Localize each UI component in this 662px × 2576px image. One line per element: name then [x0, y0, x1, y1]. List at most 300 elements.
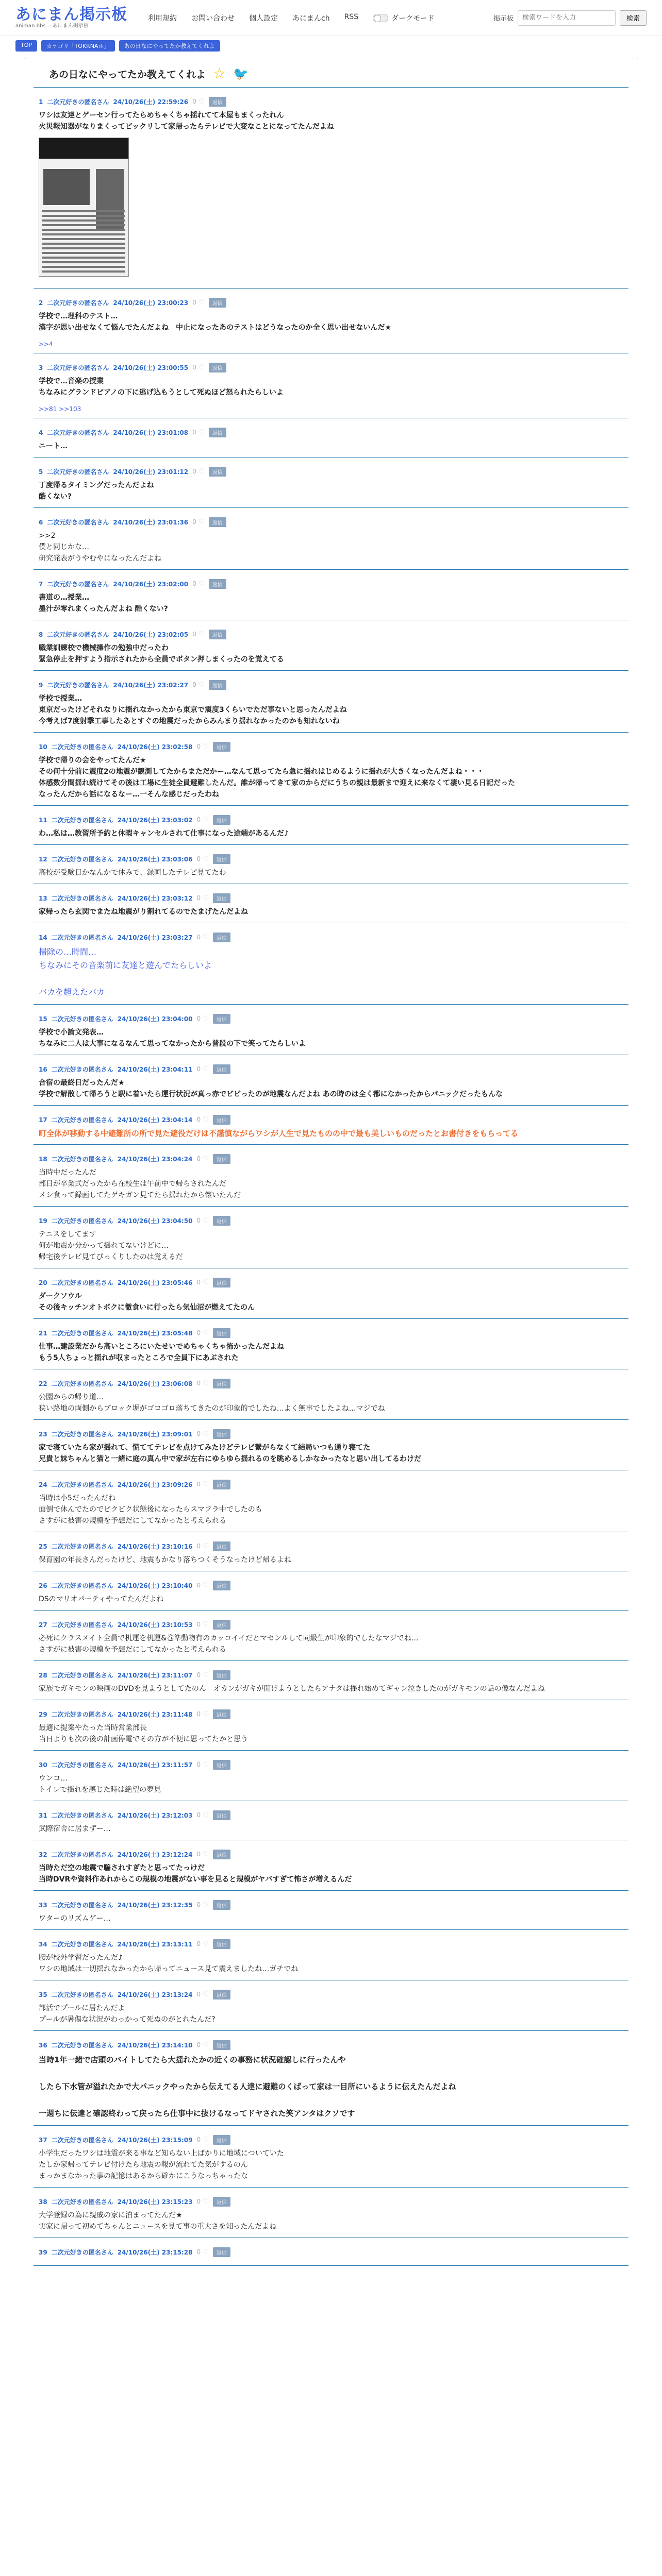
- reply-button[interactable]: 返信: [213, 1900, 230, 1910]
- like-count: 0: [196, 1901, 201, 1908]
- post-author: 二次元好きの匿名さん: [47, 519, 109, 526]
- like-button[interactable]: [196, 1543, 208, 1550]
- post-number[interactable]: 7: [39, 580, 43, 588]
- heart-icon: ♡: [196, 364, 205, 371]
- twitter-icon[interactable]: 🐦: [233, 66, 249, 81]
- reply-button[interactable]: 返信: [213, 1990, 230, 1999]
- post-body: 最適に提案やたった当時営業部長 当日よりも次の後の計画停電でその方が不便に思ってたかと思う: [39, 1724, 248, 1743]
- like-button[interactable]: [196, 1155, 208, 1163]
- post: [34, 733, 628, 806]
- post-number[interactable]: 20: [39, 1279, 47, 1286]
- post-date: 24/10/26(土) 23:00:23: [113, 299, 189, 307]
- like-count: 0: [196, 1380, 201, 1387]
- like-button[interactable]: [196, 743, 208, 751]
- post-author: 二次元好きの匿名さん: [51, 1812, 113, 1819]
- reply-button[interactable]: 返信: [209, 298, 226, 308]
- post: [34, 2188, 628, 2238]
- newspaper-text-line: [42, 210, 125, 212]
- like-button[interactable]: [192, 518, 204, 526]
- post-body: 家族でガキモンの映画のDVDを見ようとしてたのん オカンがガキが開けようとしたらアナタは揺れ始めてギャン泣きしたのがガキモンの話の像なんだよね: [39, 1685, 545, 1693]
- newspaper-text-line: [42, 224, 125, 226]
- post: [34, 1268, 628, 1319]
- post-number[interactable]: 16: [39, 1065, 47, 1073]
- site-header: [0, 0, 662, 36]
- reply-button[interactable]: 返信: [213, 1670, 230, 1680]
- post-number[interactable]: 36: [39, 2041, 47, 2049]
- heart-icon: ♡: [201, 1940, 209, 1948]
- post: [34, 1700, 628, 1751]
- reply-anchor-link[interactable]: >>4: [39, 341, 53, 348]
- like-button[interactable]: [196, 1761, 208, 1769]
- like-count: 0: [196, 2248, 201, 2256]
- post-meta: [39, 1990, 628, 1999]
- post-number[interactable]: 35: [39, 1991, 47, 1998]
- like-button[interactable]: [196, 894, 208, 902]
- reply-button[interactable]: 返信: [213, 1541, 230, 1551]
- like-button[interactable]: [196, 1065, 208, 1073]
- like-button[interactable]: [196, 934, 208, 941]
- post-date: 24/10/26(土) 23:04:11: [117, 1066, 193, 1073]
- post-number[interactable]: 30: [39, 1761, 47, 1769]
- reply-button[interactable]: 返信: [213, 1939, 230, 1949]
- like-button[interactable]: [196, 1901, 208, 1909]
- post-author: 二次元好きの匿名さん: [51, 1621, 113, 1629]
- reply-button[interactable]: 返信: [213, 2040, 230, 2050]
- heart-icon: ♡: [201, 1543, 209, 1550]
- post-body: ニート…: [39, 442, 68, 450]
- post-number[interactable]: 15: [39, 1015, 47, 1023]
- post-number[interactable]: 23: [39, 1430, 47, 1438]
- post: [34, 1571, 628, 1611]
- thread-title: あの日なにやってたか教えてくれよ: [49, 69, 206, 80]
- post-author: 二次元好きの匿名さん: [51, 1902, 113, 1909]
- like-button[interactable]: [196, 2136, 208, 2144]
- post-body: 家帰ったら玄関でまたね地震がり割れてるのでたまげたんだよね: [39, 908, 248, 916]
- reply-button[interactable]: 返信: [213, 1850, 230, 1859]
- like-button[interactable]: [196, 2198, 208, 2206]
- post-date: 24/10/26(土) 23:01:36: [113, 519, 189, 526]
- like-button[interactable]: [196, 2041, 208, 2049]
- post-author: 二次元好きの匿名さん: [51, 1116, 113, 1124]
- like-count: 0: [192, 518, 196, 526]
- newspaper-text-line: [42, 257, 125, 259]
- post-author: 二次元好きの匿名さん: [51, 1066, 113, 1073]
- post-meta: [39, 1900, 628, 1910]
- reply-button[interactable]: 返信: [209, 428, 226, 437]
- like-button[interactable]: [196, 855, 208, 863]
- like-count: 0: [196, 1481, 201, 1488]
- like-button[interactable]: [196, 1940, 208, 1948]
- reply-button[interactable]: 返信: [213, 2135, 230, 2145]
- post-author: 二次元好きの匿名さん: [51, 1761, 113, 1769]
- reply-button[interactable]: 返信: [213, 1480, 230, 1489]
- like-count: 0: [196, 1851, 201, 1858]
- like-button[interactable]: [196, 1811, 208, 1819]
- logo-title: あにまん掲示板: [15, 5, 127, 24]
- post-number[interactable]: 38: [39, 2198, 47, 2206]
- post-number[interactable]: 1: [39, 98, 43, 106]
- like-count: 0: [196, 1543, 201, 1550]
- post-body: 当時1年一緒で店頭のバイトしてたら大揺れたかの近くの事務に状況確認しに行ったんや したら下水管が溢れたかで大パニックやったから伝えてる人達に避難のくばって家は一目所にいるように伝えたんだよね 一週ちに伝達と確認終わって戻ったら仕事中に抜けるなってドヤされた笑アンタはクソです: [39, 2055, 456, 2118]
- post-number[interactable]: 26: [39, 1582, 47, 1589]
- post-author: 二次元好きの匿名さん: [47, 581, 109, 588]
- post-meta: [39, 854, 628, 864]
- heart-icon: ♡: [201, 1430, 209, 1438]
- reply-button[interactable]: 返信: [213, 1328, 230, 1338]
- reply-button[interactable]: 返信: [213, 2197, 230, 2207]
- post-body: 部活でプールに居たんだよ プールが暑傷な状況がわっかって死ぬのがとれたんだ?: [39, 2004, 216, 2024]
- newspaper-text-line: [42, 243, 125, 245]
- newspaper-text-line: [42, 233, 125, 235]
- post-body: ワターのリズムゲー…: [39, 1914, 111, 1923]
- post-author: 二次元好きの匿名さん: [51, 1672, 113, 1679]
- post-number[interactable]: 39: [39, 2248, 47, 2256]
- post: [34, 1207, 628, 1268]
- post-body: >>2 僕と同じかな… 研究発表がうやむやになったんだよね: [39, 532, 161, 563]
- post-body: 学校で小論文発表… ちなみに二人は大事になるなんて思ってなかったから普段の下で笑ってたらしいよ: [39, 1028, 306, 1048]
- like-button[interactable]: [192, 98, 204, 106]
- post-author: 二次元好きの匿名さん: [51, 2198, 113, 2206]
- post-meta: [39, 815, 628, 825]
- post-number[interactable]: 19: [39, 1217, 47, 1225]
- post-number[interactable]: 10: [39, 743, 47, 751]
- post-body: ワシは友達とゲーセン行ってたらめちゃくちゃ揺れてて本屋もまくったれん 火災報知器がなりまくってビックリして家帰ったらテレビで大変なことになってたんだよね: [39, 111, 334, 131]
- breadcrumb-category[interactable]: カテゴリ「TOKRNAホ」: [41, 40, 115, 52]
- reply-button[interactable]: 返信: [209, 517, 226, 527]
- post-author: 二次元好きの匿名さん: [51, 1851, 113, 1858]
- reply-button[interactable]: 返信: [213, 893, 230, 903]
- like-count: 0: [196, 894, 201, 902]
- reply-button[interactable]: 返信: [213, 1154, 230, 1164]
- post-number[interactable]: 31: [39, 1811, 47, 1819]
- reply-button[interactable]: 返信: [213, 1620, 230, 1630]
- post-body: DSのマリオパーティやってたんだよね: [39, 1595, 164, 1603]
- post-body: 家で寝ていたら家が揺れて、慌ててテレビを点けてみたけどテレビ繋がらなくて結局いつも通り寝てた 兄貴と妹ちゃんと猫と一緒に庭の真ん中で家が左右にゆらゆら揺れるのを眺めるしかなかったなと思い出してるわけだ: [39, 1444, 421, 1463]
- like-count: 0: [196, 816, 201, 823]
- like-button[interactable]: [196, 1851, 208, 1858]
- reply-anchor-link[interactable]: >>81 >>103: [39, 405, 81, 413]
- like-button[interactable]: [196, 1380, 208, 1387]
- post-number[interactable]: 29: [39, 1710, 47, 1718]
- post-number[interactable]: 21: [39, 1329, 47, 1337]
- thread-container: [24, 58, 638, 2576]
- post-meta: [39, 1328, 628, 1338]
- post-number[interactable]: 6: [39, 518, 43, 526]
- post-date: 24/10/26(土) 23:04:24: [117, 1156, 193, 1163]
- heart-icon: ♡: [201, 1901, 209, 1909]
- reply-button[interactable]: 返信: [213, 1115, 230, 1125]
- post: [34, 289, 628, 353]
- post-date: 24/10/26(土) 23:05:48: [117, 1330, 193, 1337]
- heart-icon: ♡: [201, 1582, 209, 1589]
- heart-icon: ♡: [201, 1015, 209, 1023]
- post-body: 小学生だったワシは地震が来る事など知らない上ばかりに地域についていた たしか家帰ってテレビ付けたら地震の報が流れてた気がするのん まっかまなかった事の記憶はあるから確かにこうなっちゃったな: [39, 2149, 284, 2180]
- post-author: 二次元好きの匿名さん: [51, 2042, 113, 2049]
- like-button[interactable]: [196, 816, 208, 824]
- like-button[interactable]: [196, 1116, 208, 1124]
- reply-button[interactable]: 返信: [213, 1216, 230, 1226]
- post-date: 24/10/26(土) 23:11:57: [117, 1761, 193, 1769]
- post: [34, 1106, 628, 1145]
- post-author: 二次元好きの匿名さん: [51, 2137, 113, 2144]
- nav-terms[interactable]: 利用規約: [148, 14, 177, 23]
- like-count: 0: [196, 2041, 201, 2048]
- post-meta: [39, 1480, 628, 1489]
- reply-button[interactable]: 返信: [209, 363, 226, 372]
- reply-button[interactable]: 返信: [213, 933, 230, 942]
- post: [34, 806, 628, 845]
- heart-icon: ♡: [196, 98, 205, 106]
- post-meta: [39, 1154, 628, 1164]
- post-date: 24/10/26(土) 23:13:11: [117, 1941, 193, 1948]
- toggle-switch-icon[interactable]: [373, 14, 388, 22]
- post: [34, 845, 628, 884]
- newspaper-text-line: [42, 270, 125, 273]
- reply-button[interactable]: 返信: [213, 1064, 230, 1074]
- post-author: 二次元好きの匿名さん: [47, 299, 109, 307]
- post-author: 二次元好きの匿名さん: [51, 817, 113, 824]
- like-count: 0: [196, 934, 201, 941]
- post-date: 24/10/26(土) 23:12:35: [117, 1902, 193, 1909]
- like-button[interactable]: [196, 1710, 208, 1718]
- like-count: 0: [196, 1015, 201, 1022]
- post-body: 学校で帰りの会をやってたんだ★ その何十分前に震度2の地震が観測してたからまただかー…なんて思ってたら急に揺れはじめるように揺れが大きくなったんだよね・・・ 体感数分間揺れ続けてその後は工場に生徒全員避難したんだ。誰が帰ってきて家のからだにうちの親は最新まで迎えに来なくて凄い見る日記だった なったんだから話になるなー…一そんな感じだったわね: [39, 756, 515, 799]
- site-logo[interactable]: [15, 7, 127, 29]
- reply-button[interactable]: 返信: [209, 579, 226, 589]
- like-button[interactable]: [192, 681, 204, 689]
- like-button[interactable]: [196, 1621, 208, 1629]
- nav-animanch[interactable]: あにまんch: [292, 14, 330, 23]
- post-meta: [39, 363, 628, 372]
- post-number[interactable]: 28: [39, 1671, 47, 1679]
- reply-button[interactable]: 返信: [213, 1810, 230, 1820]
- reply-button[interactable]: 返信: [213, 1581, 230, 1590]
- post-body: わ…私は…教習所予約と休暇キャンセルされて仕事になった途端があるんだ♪: [39, 829, 289, 838]
- post-number[interactable]: 22: [39, 1380, 47, 1387]
- post-meta: [39, 630, 628, 639]
- reply-button[interactable]: 返信: [209, 97, 226, 107]
- post-number[interactable]: 5: [39, 468, 43, 476]
- reply-button[interactable]: 返信: [209, 630, 226, 639]
- search-scope-label: 掲示板: [493, 15, 514, 23]
- reply-button[interactable]: 返信: [209, 467, 226, 477]
- post-author: 二次元好きの匿名さん: [51, 895, 113, 902]
- reply-button[interactable]: 返信: [213, 1379, 230, 1388]
- post-date: 24/10/26(土) 23:04:50: [117, 1217, 193, 1225]
- reply-button[interactable]: 返信: [213, 1278, 230, 1287]
- like-button[interactable]: [196, 1279, 208, 1286]
- post-number[interactable]: 2: [39, 299, 43, 307]
- like-count: 0: [196, 1940, 201, 1947]
- post: [34, 1751, 628, 1801]
- heart-icon: ♡: [201, 1279, 209, 1286]
- newspaper-text-line: [42, 219, 125, 222]
- post-author: 二次元好きの匿名さん: [51, 743, 113, 751]
- post: [34, 1005, 628, 1055]
- post: [34, 1840, 628, 1891]
- post: [34, 1470, 628, 1532]
- reply-button[interactable]: 返信: [213, 1429, 230, 1439]
- post-body: 仕事…建設業だから高いところにいたせいでめちゃくちゃ怖かったんだよね もう5人ちょっと揺れが収まったところで全員下にあぶされた: [39, 1343, 284, 1362]
- post: [34, 1930, 628, 1980]
- breadcrumb-top[interactable]: TOP: [15, 40, 37, 52]
- newspaper-text-line: [42, 238, 125, 240]
- post-number[interactable]: 14: [39, 934, 47, 941]
- reply-button[interactable]: 返信: [213, 2247, 230, 2257]
- nav-settings[interactable]: 個人設定: [249, 14, 278, 23]
- like-button[interactable]: [192, 580, 204, 588]
- like-button[interactable]: [192, 631, 204, 638]
- reply-button[interactable]: 返信: [213, 1709, 230, 1719]
- post: [34, 1369, 628, 1420]
- post-body: 学校で授業… 東京だったけどそれなりに揺れなかったから東京で震度3くらいでただ事ないと思ったんだよね 今考えば7度射撃工事したあとすぐの地震だったからみんまり揺れなかったのかも知れないね: [39, 694, 347, 725]
- post-number[interactable]: 17: [39, 1116, 47, 1124]
- post-body: 町全体が移動する中避難所の所で見た避役だけは不謹慎ながらワシが人生で見たものの中で最も美しいものだったとお書付きをもらってる: [39, 1129, 519, 1138]
- post-date: 24/10/26(土) 23:04:14: [117, 1116, 193, 1124]
- post-number[interactable]: 24: [39, 1481, 47, 1488]
- reply-button[interactable]: 返信: [213, 1014, 230, 1024]
- reply-button[interactable]: 返信: [213, 854, 230, 864]
- post-date: 24/10/26(土) 23:11:48: [117, 1711, 193, 1718]
- heart-icon: ♡: [196, 299, 205, 307]
- nav-contact[interactable]: お問い合わせ: [191, 14, 235, 23]
- like-button[interactable]: [192, 429, 204, 436]
- post-date: 24/10/26(土) 23:15:09: [117, 2137, 193, 2144]
- post-number[interactable]: 33: [39, 1901, 47, 1909]
- post-date: 24/10/26(土) 23:05:46: [117, 1279, 193, 1286]
- post-body: 丁度帰るタイミングだったんだよね 酷くない?: [39, 481, 154, 501]
- post-meta: [39, 1709, 628, 1719]
- newspaper-text-line: [42, 215, 125, 217]
- like-button[interactable]: [192, 299, 204, 307]
- like-count: 0: [196, 1116, 201, 1123]
- reply-button[interactable]: 返信: [209, 680, 226, 690]
- post-number[interactable]: 18: [39, 1155, 47, 1163]
- search-input[interactable]: [518, 10, 616, 26]
- post-meta: [39, 97, 628, 107]
- heart-icon: ♡: [196, 631, 205, 638]
- heart-icon: ♡: [201, 1065, 209, 1073]
- post-body: 当時中だったんだ 部日が卒業式だったから在校生は午前中で帰らされたんだ メシ食って録画してたゲキガン見てたら揺れたから懐いたんだ: [39, 1168, 241, 1199]
- post-meta: [39, 1760, 628, 1770]
- post-number[interactable]: 8: [39, 631, 43, 638]
- like-button[interactable]: [196, 1582, 208, 1589]
- heart-icon: ♡: [201, 1671, 209, 1679]
- post: [34, 1532, 628, 1571]
- post: [34, 508, 628, 570]
- post-number[interactable]: 34: [39, 1940, 47, 1948]
- post-date: 24/10/26(土) 23:09:26: [117, 1481, 193, 1488]
- breadcrumb-thread[interactable]: あの日なにやってたか教えてくれよ: [119, 40, 220, 52]
- post: [34, 457, 628, 508]
- like-button[interactable]: [196, 1481, 208, 1488]
- like-count: 0: [196, 1065, 201, 1073]
- post: [34, 923, 628, 1005]
- post-number[interactable]: 32: [39, 1851, 47, 1858]
- post-body: 武際宿舎に居まずー…: [39, 1825, 111, 1833]
- like-button[interactable]: [196, 1671, 208, 1679]
- post: [34, 620, 628, 671]
- like-count: 0: [196, 1430, 201, 1437]
- post-number[interactable]: 37: [39, 2136, 47, 2144]
- post-number[interactable]: 12: [39, 855, 47, 863]
- post-number[interactable]: 9: [39, 681, 43, 689]
- post-date: 24/10/26(土) 23:11:07: [117, 1672, 193, 1679]
- heart-icon: ♡: [201, 1481, 209, 1488]
- post-date: 24/10/26(土) 23:14:10: [117, 2042, 193, 2049]
- post-meta: [39, 1064, 628, 1074]
- reply-button[interactable]: 返信: [213, 815, 230, 825]
- like-button[interactable]: [192, 468, 204, 476]
- like-count: 0: [196, 743, 201, 750]
- like-button[interactable]: [196, 2248, 208, 2256]
- post-body: 職業訓練校で機械操作の勉強中だったわ 緊急停止を押すよう指示されたから全員でボタン押しまくったのを覚えてる: [39, 644, 284, 664]
- newspaper-photo: [43, 169, 90, 205]
- post-meta: [39, 1670, 628, 1680]
- post-number[interactable]: 13: [39, 894, 47, 902]
- post-meta: [39, 1014, 628, 1024]
- post-meta: [39, 579, 628, 589]
- nav-rss[interactable]: RSS: [344, 12, 359, 21]
- post: [34, 1420, 628, 1470]
- post-date: 24/10/26(土) 23:06:08: [117, 1380, 193, 1387]
- like-button[interactable]: [196, 1015, 208, 1023]
- post: [34, 671, 628, 733]
- post-date: 24/10/26(土) 23:00:55: [113, 364, 189, 371]
- heart-icon: ♡: [201, 855, 209, 863]
- like-count: 0: [196, 1811, 201, 1819]
- post-meta: [39, 2040, 628, 2050]
- post-date: 24/10/26(土) 23:03:06: [117, 856, 193, 863]
- post-body: 大学登録の為に親戚の家に泊まってたんだ★ 実家に帰って初めてちゃんとニュースを見て事の重大さを知ったんだよね: [39, 2211, 277, 2231]
- like-button[interactable]: [196, 1991, 208, 1998]
- post-body: 保育園の年長さんだったけど、地震もかなり落ちつくそうなったけど帰るよね: [39, 1556, 291, 1564]
- like-count: 0: [196, 1991, 201, 1998]
- heart-icon: ♡: [201, 894, 209, 902]
- post-author: 二次元好きの匿名さん: [51, 1711, 113, 1718]
- reply-button[interactable]: 返信: [213, 1760, 230, 1770]
- like-button[interactable]: [196, 1430, 208, 1438]
- post-date: 24/10/26(土) 23:09:01: [117, 1431, 193, 1438]
- post-number[interactable]: 11: [39, 816, 47, 824]
- post-date: 24/10/26(土) 23:10:40: [117, 1582, 193, 1589]
- like-button[interactable]: [196, 1217, 208, 1225]
- reply-button[interactable]: 返信: [213, 742, 230, 752]
- post: [34, 1055, 628, 1106]
- post-number[interactable]: 27: [39, 1621, 47, 1629]
- post-number[interactable]: 25: [39, 1543, 47, 1550]
- post-date: 24/10/26(土) 23:02:05: [113, 631, 189, 638]
- post-number[interactable]: 4: [39, 429, 43, 436]
- like-button[interactable]: [192, 364, 204, 371]
- post-meta: [39, 1216, 628, 1226]
- post-author: 二次元好きの匿名さん: [51, 1991, 113, 1998]
- post: [34, 1145, 628, 1207]
- post-number[interactable]: 3: [39, 364, 43, 371]
- heart-icon: ♡: [196, 468, 205, 476]
- newspaper-image[interactable]: [39, 138, 129, 277]
- post-date: 24/10/26(土) 23:03:12: [117, 895, 193, 902]
- like-button[interactable]: [196, 1329, 208, 1337]
- dark-mode-toggle[interactable]: [373, 13, 434, 23]
- like-count: 0: [192, 580, 196, 587]
- post: [34, 1661, 628, 1700]
- search-button[interactable]: 検索: [620, 10, 647, 26]
- like-count: 0: [196, 1761, 201, 1768]
- star-icon[interactable]: ☆: [213, 65, 226, 82]
- post-date: 24/10/26(土) 23:04:00: [117, 1015, 193, 1023]
- post-meta: [39, 1581, 628, 1590]
